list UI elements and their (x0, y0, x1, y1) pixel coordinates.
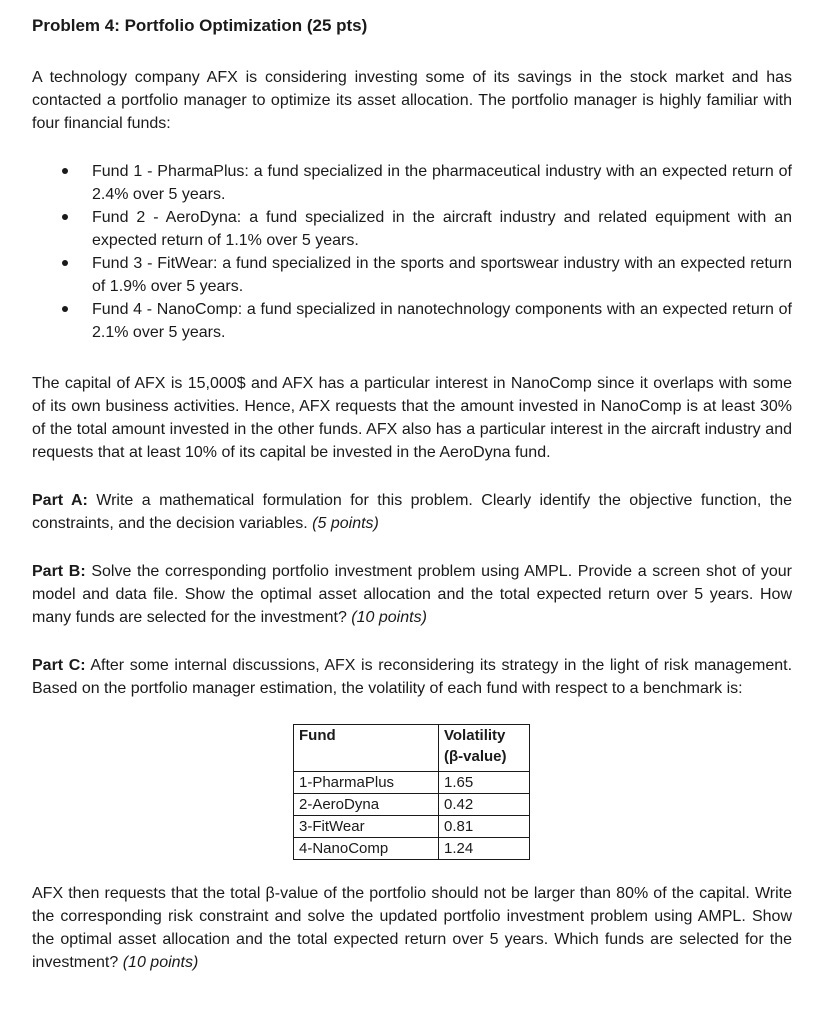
fund-list-item: Fund 1 - PharmaPlus: a fund specialized in the pharmaceutical industry with an expected return of 2.4% over 5 years. (32, 160, 792, 206)
problem-title: Problem 4: Portfolio Optimization (25 pts) (32, 16, 368, 35)
beta-cell: 1.24 (439, 838, 530, 860)
part-b-points: (10 points) (351, 609, 427, 626)
part-b-label: Part B: (32, 563, 86, 580)
final-points: (10 points) (122, 954, 199, 971)
final-paragraph (32, 882, 792, 974)
header-volatility (439, 725, 530, 772)
beta-cell: 0.42 (439, 794, 530, 816)
table-row (294, 794, 530, 816)
part-b (32, 560, 792, 629)
fund-cell: 4-NanoComp (294, 838, 439, 860)
table-header-row (294, 725, 530, 772)
part-b-text: Solve the corresponding portfolio investment problem using AMPL. Provide a screen shot of your model and data file. Show the optimal asset allocation and the total expected return over 5 years. How many funds are selected for the investment? (32, 563, 792, 626)
part-c (32, 654, 792, 700)
volatility-table (293, 724, 530, 860)
capital-paragraph: The capital of AFX is 15,000$ and AFX has a particular interest in NanoComp since it overlaps with some of its own business activities. Hence, AFX requests that the amount invested in NanoComp is at least 30% of the total amount invested in the other funds. AFX also has a particular interest in the aircraft industry and requests that at least 10% of its capital be invested in the AeroDyna fund. (32, 375, 792, 461)
part-a (32, 489, 792, 535)
fund-list (32, 160, 792, 344)
part-a-points: (5 points) (312, 515, 379, 532)
fund-list-item: Fund 2 - AeroDyna: a fund specialized in the aircraft industry and related equipment with an expected return of 1.1% over 5 years. (32, 206, 792, 252)
fund-cell: 2-AeroDyna (294, 794, 439, 816)
part-a-text: Write a mathematical formulation for this problem. Clearly identify the objective function, the constraints, and the decision variables. (32, 492, 793, 532)
final-text: AFX then requests that the total β-value of the portfolio should not be larger than 80% of the capital. Write the corresponding risk constraint and solve the updated portfolio investment problem using AMPL. Show the optimal asset allocation and the total expected return over 5 years. Which funds are selected for the investment? (32, 885, 792, 971)
beta-cell: 1.65 (439, 772, 530, 794)
part-a-label: Part A: (32, 492, 88, 509)
table-row (294, 816, 530, 838)
beta-cell: 0.81 (439, 816, 530, 838)
part-c-label: Part C: (32, 657, 86, 674)
fund-cell: 1-PharmaPlus (294, 772, 439, 794)
intro-paragraph: A technology company AFX is considering investing some of its savings in the stock market and has contacted a portfolio manager to optimize its asset allocation. The portfolio manager is highly familiar with four financial funds: (32, 69, 792, 132)
table-row (294, 772, 530, 794)
header-volatility-line2: (β-value) (444, 748, 507, 765)
part-c-text: After some internal discussions, AFX is reconsidering its strategy in the light of risk management. Based on the portfolio manager estimation, the volatility of each fund with respect to a benchmark is: (32, 657, 793, 697)
table-row (294, 838, 530, 860)
header-fund: Fund (294, 725, 439, 772)
fund-list-item: Fund 4 - NanoComp: a fund specialized in nanotechnology components with an expected return of 2.1% over 5 years. (32, 298, 792, 344)
fund-cell: 3-FitWear (294, 816, 439, 838)
header-volatility-line1: Volatility (444, 727, 506, 744)
fund-list-item: Fund 3 - FitWear: a fund specialized in the sports and sportswear industry with an expected return of 1.9% over 5 years. (32, 252, 792, 298)
